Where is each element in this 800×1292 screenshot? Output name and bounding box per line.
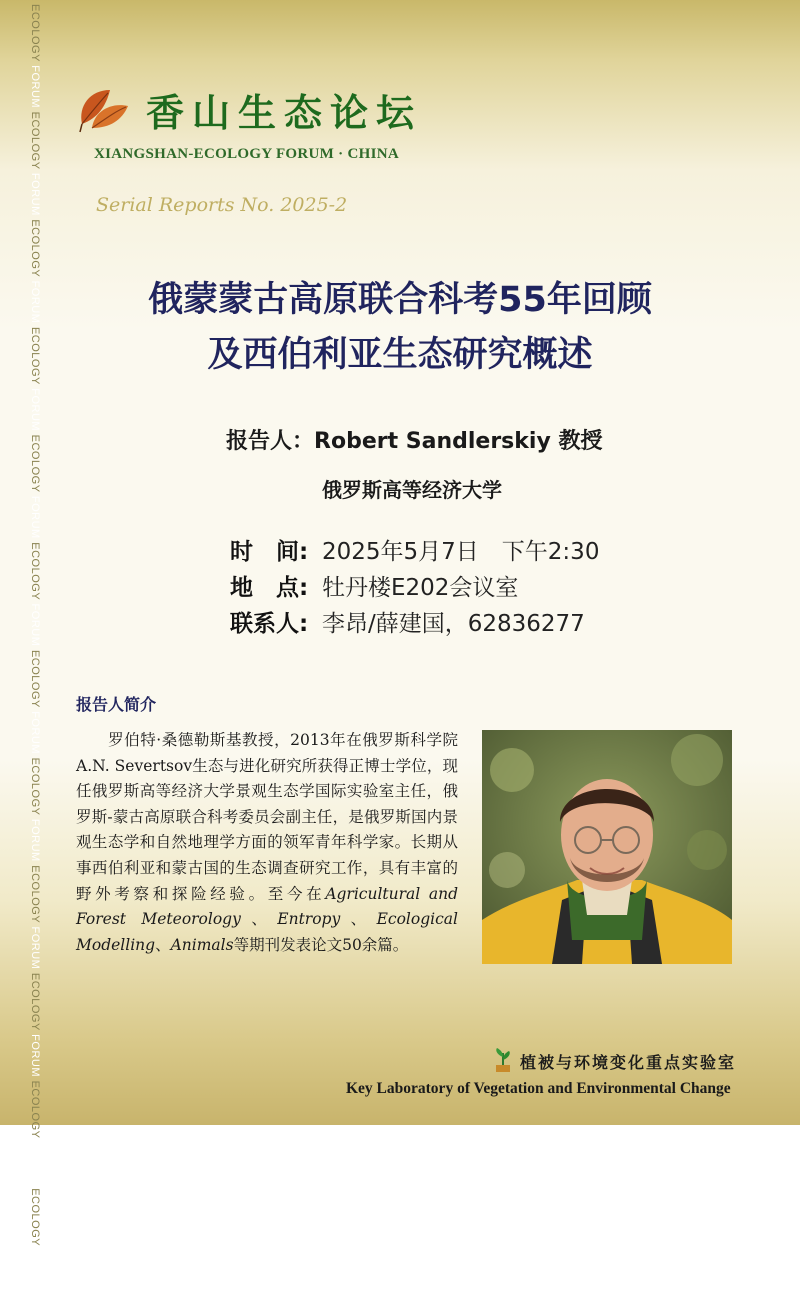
side-word: FORUM [29, 388, 41, 435]
side-word: ECOLOGY [29, 1080, 41, 1142]
bio-heading: 报告人简介 [76, 695, 157, 714]
journal-2: Entropy [277, 910, 341, 929]
side-word: FORUM [29, 1034, 41, 1081]
side-word: FORUM [29, 926, 41, 973]
side-word: FORUM [29, 1141, 41, 1189]
leaf-logo-icon [76, 84, 132, 134]
forum-name-cn: 香山生态论坛 [146, 90, 423, 135]
side-word: ECOLOGY [29, 326, 41, 389]
side-word: ECOLOGY [29, 4, 41, 66]
speaker-line [226, 424, 602, 455]
speaker-name: Robert Sandlerskiy 教授 [314, 429, 603, 454]
side-word: ECOLOGY [29, 972, 41, 1035]
speaker-affiliation: 俄罗斯高等经济大学 [322, 478, 502, 502]
lab-name-cn: 植被与环境变化重点实验室 [520, 1053, 737, 1072]
side-word: ECOLOGY [29, 649, 41, 712]
side-word: FORUM [29, 495, 41, 543]
side-word: FORUM [29, 603, 41, 650]
place-label: 地 点: [230, 575, 309, 601]
time-row [230, 533, 599, 566]
contact-row [230, 605, 585, 638]
time-label: 时 间: [230, 539, 309, 565]
forum-name-en: XIANGSHAN-ECOLOGY FORUM · CHINA [94, 146, 400, 162]
side-word: FORUM [29, 1249, 41, 1292]
side-word: FORUM [29, 711, 41, 758]
lab-plant-icon [493, 1047, 513, 1073]
side-ecology-text [28, 4, 42, 1292]
speaker-portrait-image [482, 730, 732, 964]
bio-text-part2: 等期刊发表论文50余篇。 [233, 935, 409, 954]
side-word: ECOLOGY [29, 542, 41, 604]
talk-title-line1: 俄蒙蒙古高原联合科考55年回顾 [148, 280, 652, 320]
place-value: 牡丹楼E202会议室 [322, 575, 519, 601]
sep-1: 、 [240, 910, 278, 929]
side-word: FORUM [29, 172, 41, 220]
sep-3: 、 [155, 935, 171, 954]
talk-title-line2: 及西伯利亚生态研究概述 [207, 335, 593, 375]
side-ecology-strip [28, 4, 42, 1292]
contact-value: 李昂/薛建国，62836277 [322, 611, 585, 637]
journal-4: Animals [170, 935, 234, 954]
side-word: ECOLOGY [29, 757, 41, 819]
lab-name-en: Key Laboratory of Vegetation and Environmental Change [346, 1080, 731, 1097]
bio-paragraph [76, 728, 458, 958]
side-word: ECOLOGY [29, 865, 41, 927]
contact-label: 联系人: [230, 611, 309, 637]
side-word: ECOLOGY [29, 111, 41, 173]
side-word: FORUM [29, 65, 41, 112]
time-value: 2025年5月7日 下午2:30 [322, 539, 600, 565]
side-word: FORUM [29, 280, 41, 327]
serial-number: Serial Reports No. 2025-2 [96, 194, 348, 216]
bio-text-part1: 罗伯特·桑德勒斯基教授，2013年在俄罗斯科学院A.N. Severtsov生态与进化研究所获得正博士学位，现任俄罗斯高等经济大学景观生态学国际实验室主任，俄罗斯-蒙古高原联合科考委员会副主任，是俄罗斯国内景观生态学和自然地理学方面的领军青年科学家。长期从事西伯利亚和蒙古国的生态调查研究工作，具有丰富的野外考察和探险经验。至今在 [76, 731, 458, 903]
speaker-label: 报告人： [226, 429, 315, 454]
speaker-photo [482, 730, 732, 964]
side-word: ECOLOGY [29, 1188, 41, 1250]
side-word: ECOLOGY [29, 434, 41, 496]
place-row [230, 569, 518, 602]
sep-2: 、 [340, 910, 377, 929]
side-word: ECOLOGY [29, 219, 41, 281]
journal-3: Ecological Modelling [76, 910, 458, 954]
side-word: FORUM [29, 818, 41, 866]
journal-1: Agricultural and Forest Meteorology [76, 884, 458, 929]
